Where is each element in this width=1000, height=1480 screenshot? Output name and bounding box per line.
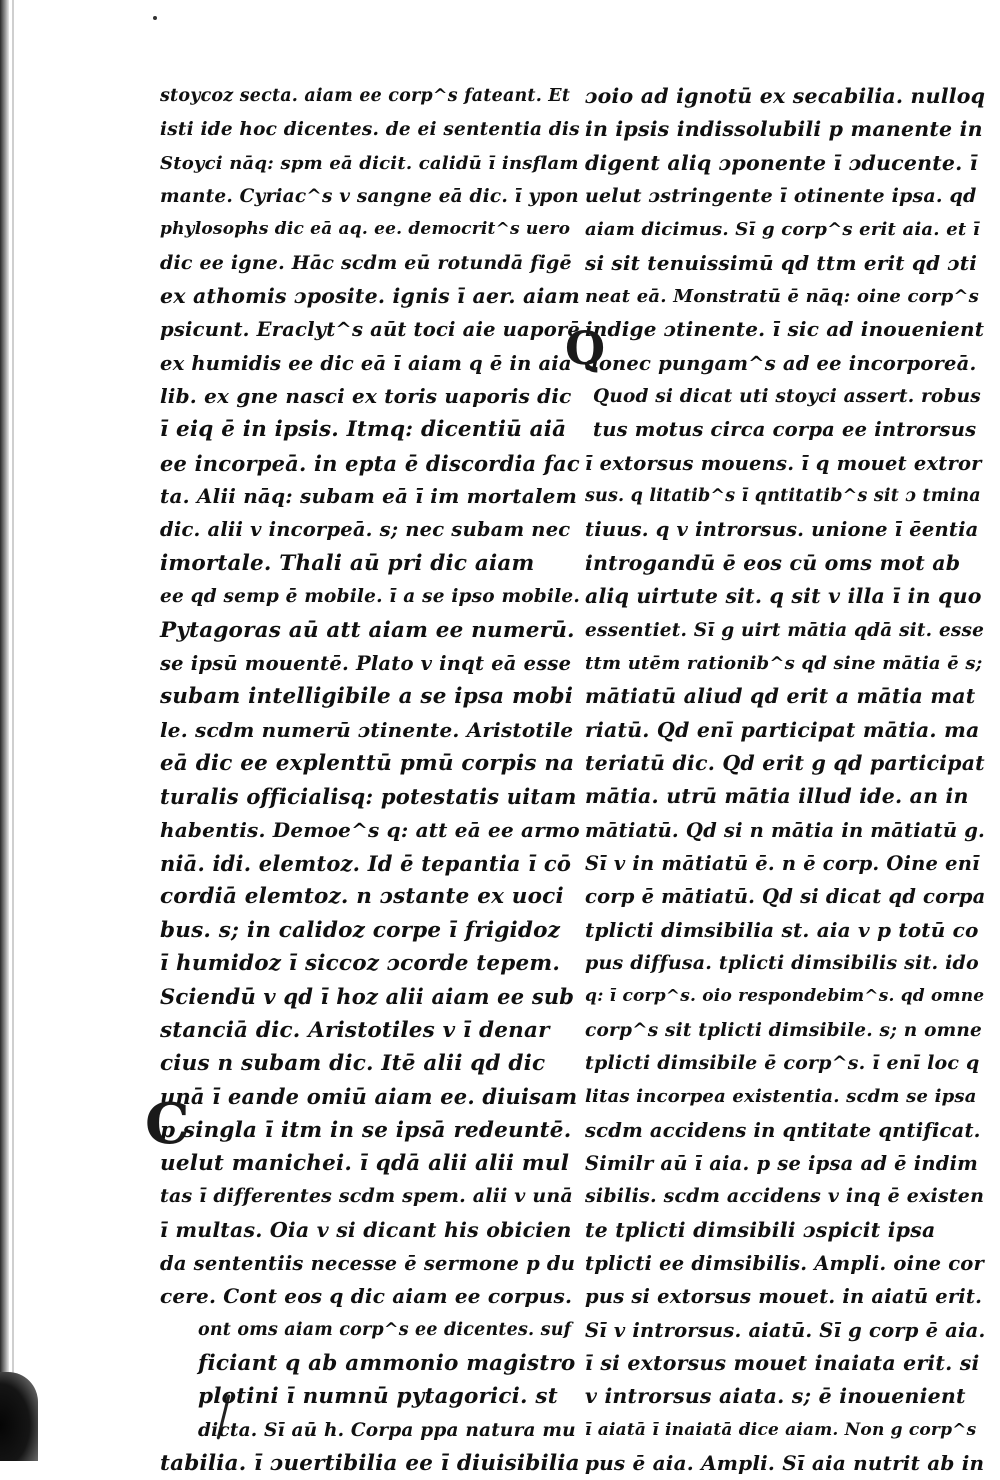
text-line: tiuus. q v introrsus. unione ī ēentia <box>585 518 979 542</box>
text-line: ta. Alii nāq: subam eā ī im mortalem <box>160 484 577 509</box>
text-line: isti ide hoc dicentes. de ei sententia dis <box>160 119 580 141</box>
text-line: ex athomis ɔposite. ignis ī aer. aiam <box>160 284 580 309</box>
text-line: ficiant q ab ammonio magistro <box>198 1351 576 1377</box>
text-line: Stoyci nāq: spm eā dicit. calidū ī insflam <box>160 152 579 174</box>
text-line: tus motus circa corpa ee introrsus <box>593 418 977 442</box>
text-line: aliq uirtute sit. q sit v illa ī in quo <box>585 584 982 609</box>
text-line: cius n subam dic. Itē alii qd dic <box>160 1050 546 1076</box>
text-line: ī multas. Oia v si dicant his obicien <box>160 1217 572 1242</box>
text-line: subam intelligibile a se ipsa mobi <box>160 684 574 710</box>
text-line: cere. Cont eos q dic aiam ee corpus. <box>160 1284 573 1309</box>
text-line: eā dic ee explenttū pmū corpis na <box>160 750 575 776</box>
text-line: pus diffusa. tplicti dimsibilis sit. ido <box>585 951 979 974</box>
text-line: bus. s; in calidoz corpe ī frigidoz <box>160 917 561 943</box>
decorated-initial-right: Q <box>565 321 606 375</box>
text-line: Sciendū v qd ī hoz alii aiam ee sub <box>160 984 575 1010</box>
text-line: in ipsis indissolubili p manente in <box>585 117 983 142</box>
text-line: phylosophs dic eā aq. ee. democrit^s uero <box>160 219 571 240</box>
text-line: sus. q litatib^s ī qntitatib^s sit ɔ tmina <box>585 486 981 507</box>
decorated-initial-left: C <box>145 1091 190 1157</box>
text-line: se ipsū mouentē. Plato v inqt eā esse <box>160 651 572 675</box>
text-line: psicunt. Eraclyt^s aūt toci aie uaporē <box>160 318 580 342</box>
text-line: dic ee igne. Hāc scdm eū rotundā figē <box>160 251 572 274</box>
text-line: uelut ɔstringente ī otinente ipsa. qd <box>585 185 977 208</box>
text-line: sibilis. scdm accidens v inq ē existen <box>585 1185 985 1208</box>
text-line: ee qd semp ē mobile. ī a se ipso mobile. <box>160 586 580 608</box>
text-line: Sī v in mātiatū ē. n ē corp. Oine enī <box>585 851 980 875</box>
text-line: unā ī eande omiū aiam ee. diuisam <box>160 1084 578 1110</box>
text-line: ɔoio ad ignotū ex secabilia. nulloq <box>585 84 986 108</box>
text-line: Similr aū ī aia. p se ipsa ad ē indim <box>585 1152 979 1175</box>
text-line: niā. idi. elemtoz. Id ē tepantia ī cō <box>160 850 572 876</box>
text-line: v introrsus aiata. s; ē inouenient <box>585 1384 966 1409</box>
text-line: litas incorpea existentia. scdm se ipsa <box>585 1086 977 1108</box>
text-line: introgandū ē eos cū oms mot ab <box>585 550 961 575</box>
ink-dot <box>153 16 157 20</box>
text-line: dicta. Sī aū h. Corpa ppa natura mu <box>198 1419 576 1441</box>
text-line: teriatū dic. Qd erit g qd participat <box>585 750 985 775</box>
text-line: digent aliq ɔponente ī ɔducente. ī <box>585 150 978 175</box>
text-line: tplicti ee dimsibilis. Ampli. oine cor <box>585 1252 984 1276</box>
text-line: q: ī corp^s. oio respondebim^s. qd omne <box>585 986 985 1007</box>
text-line: da sententiis necesse ē sermone p du <box>160 1252 576 1276</box>
text-line: dic. alii v incorpeā. s; nec subam nec <box>160 518 571 542</box>
text-line: riatū. Qd enī participat mātia. ma <box>585 717 980 742</box>
text-line: habentis. Demoe^s q: att eā ee armo <box>160 817 580 842</box>
text-line: mātiatū aliud qd erit a mātia mat <box>585 684 976 709</box>
text-line: indige ɔtinente. ī sic ad inouenient <box>585 317 985 342</box>
text-line: ee incorpeā. in epta ē discordia fac <box>160 450 580 476</box>
text-line: donec pungam^s ad ee incorporeā. <box>585 351 977 375</box>
text-line: corp ē mātiatū. Qd si dicat qd corpa <box>585 885 986 909</box>
text-line: pus ē aia. Ampli. Sī aia nutrit ab in <box>585 1451 985 1476</box>
text-line: ī eiq ē in ipsis. Itmq: dicentiū aiā <box>160 417 567 443</box>
text-line: aiam dicimus. Sī g corp^s erit aia. et ī <box>585 219 980 241</box>
text-line: cordiā elemtoz. n ɔstante ex uoci <box>160 884 564 910</box>
text-line: si sit tenuissimū qd ttm erit qd ɔti <box>585 250 978 275</box>
text-line: te tplicti dimsibili ɔspicit ipsa <box>585 1217 936 1242</box>
text-line: imortale. Thali aū pri dic aiam <box>160 550 535 576</box>
text-line: ī humidoz ī siccoz ɔcorde tepem. <box>160 950 561 976</box>
text-line: tplicti dimsibile ē corp^s. ī enī loc q <box>585 1051 980 1074</box>
text-line: tas ī differentes scdm spem. alii v unā <box>160 1185 573 1208</box>
left-text-column <box>160 80 580 1480</box>
text-line: mātiatū. Qd si n mātia in mātiatū g. <box>585 818 986 842</box>
text-line: le. scdm numerū ɔtinente. Aristotile <box>160 717 574 742</box>
text-line: ī si extorsus mouet inaiata erit. si <box>585 1351 980 1376</box>
text-line: mante. Cyriac^s v sangne eā dic. ī ypon <box>160 186 579 208</box>
text-line: ont oms aiam corp^s ee dicentes. suf <box>198 1319 572 1340</box>
text-line: plotini ī numnū pytagorici. st <box>198 1384 558 1410</box>
text-line: tabilia. ī ɔuertibilia ee ī diuisibilia <box>160 1451 580 1477</box>
text-line: Sī v introrsus. aiatū. Sī g corp ē aia. <box>585 1318 986 1342</box>
text-line: ī aiatā ī inaiatā dice aiam. Non g corp^s <box>585 1419 977 1440</box>
text-line: scdm accidens in qntitate qntificat. <box>585 1118 981 1142</box>
text-line: mātia. utrū mātia illud ide. an in <box>585 784 969 809</box>
text-line: stoycoz secta. aiam ee corp^s fateant. Et <box>160 86 571 106</box>
text-line: p singla ī itm in se ipsā redeuntē. <box>160 1117 572 1143</box>
text-line: pus si extorsus mouet. in aiatū erit. <box>585 1285 983 1309</box>
text-line: turalis officialisq: potestatis uitam <box>160 784 577 810</box>
binding-shadow <box>0 1372 38 1461</box>
text-line: corp^s sit tplicti dimsibile. s; n omne <box>585 1019 983 1041</box>
page-edge-line <box>12 0 14 1461</box>
text-line: ttm utēm rationib^s qd sine mātia ē s; <box>585 652 983 674</box>
text-line: tplicti dimsibilia st. aia v p totū co <box>585 917 979 942</box>
text-line: ex humidis ee dic eā ī aiam q ē in aia <box>160 351 572 375</box>
right-text-column <box>585 80 985 1480</box>
page-edge-shadow <box>0 0 9 1461</box>
text-line: lib. ex gne nasci ex toris uaporis dic <box>160 384 572 409</box>
text-line: Pytagoras aū att aiam ee numerū. <box>160 617 575 643</box>
text-line: Quod si dicat uti stoyci assert. robus <box>593 386 981 408</box>
text-line: neat eā. Monstratū ē nāq: oine corp^s <box>585 286 979 308</box>
text-line: uelut manichei. ī qdā alii alii mul <box>160 1151 570 1176</box>
text-line: essentiet. Sī g uirt mātia qdā sit. esse <box>585 619 985 641</box>
text-line: ī extorsus mouens. ī q mouet extror <box>585 451 982 475</box>
text-line: stanciā dic. Aristotiles v ī denar <box>160 1017 550 1043</box>
